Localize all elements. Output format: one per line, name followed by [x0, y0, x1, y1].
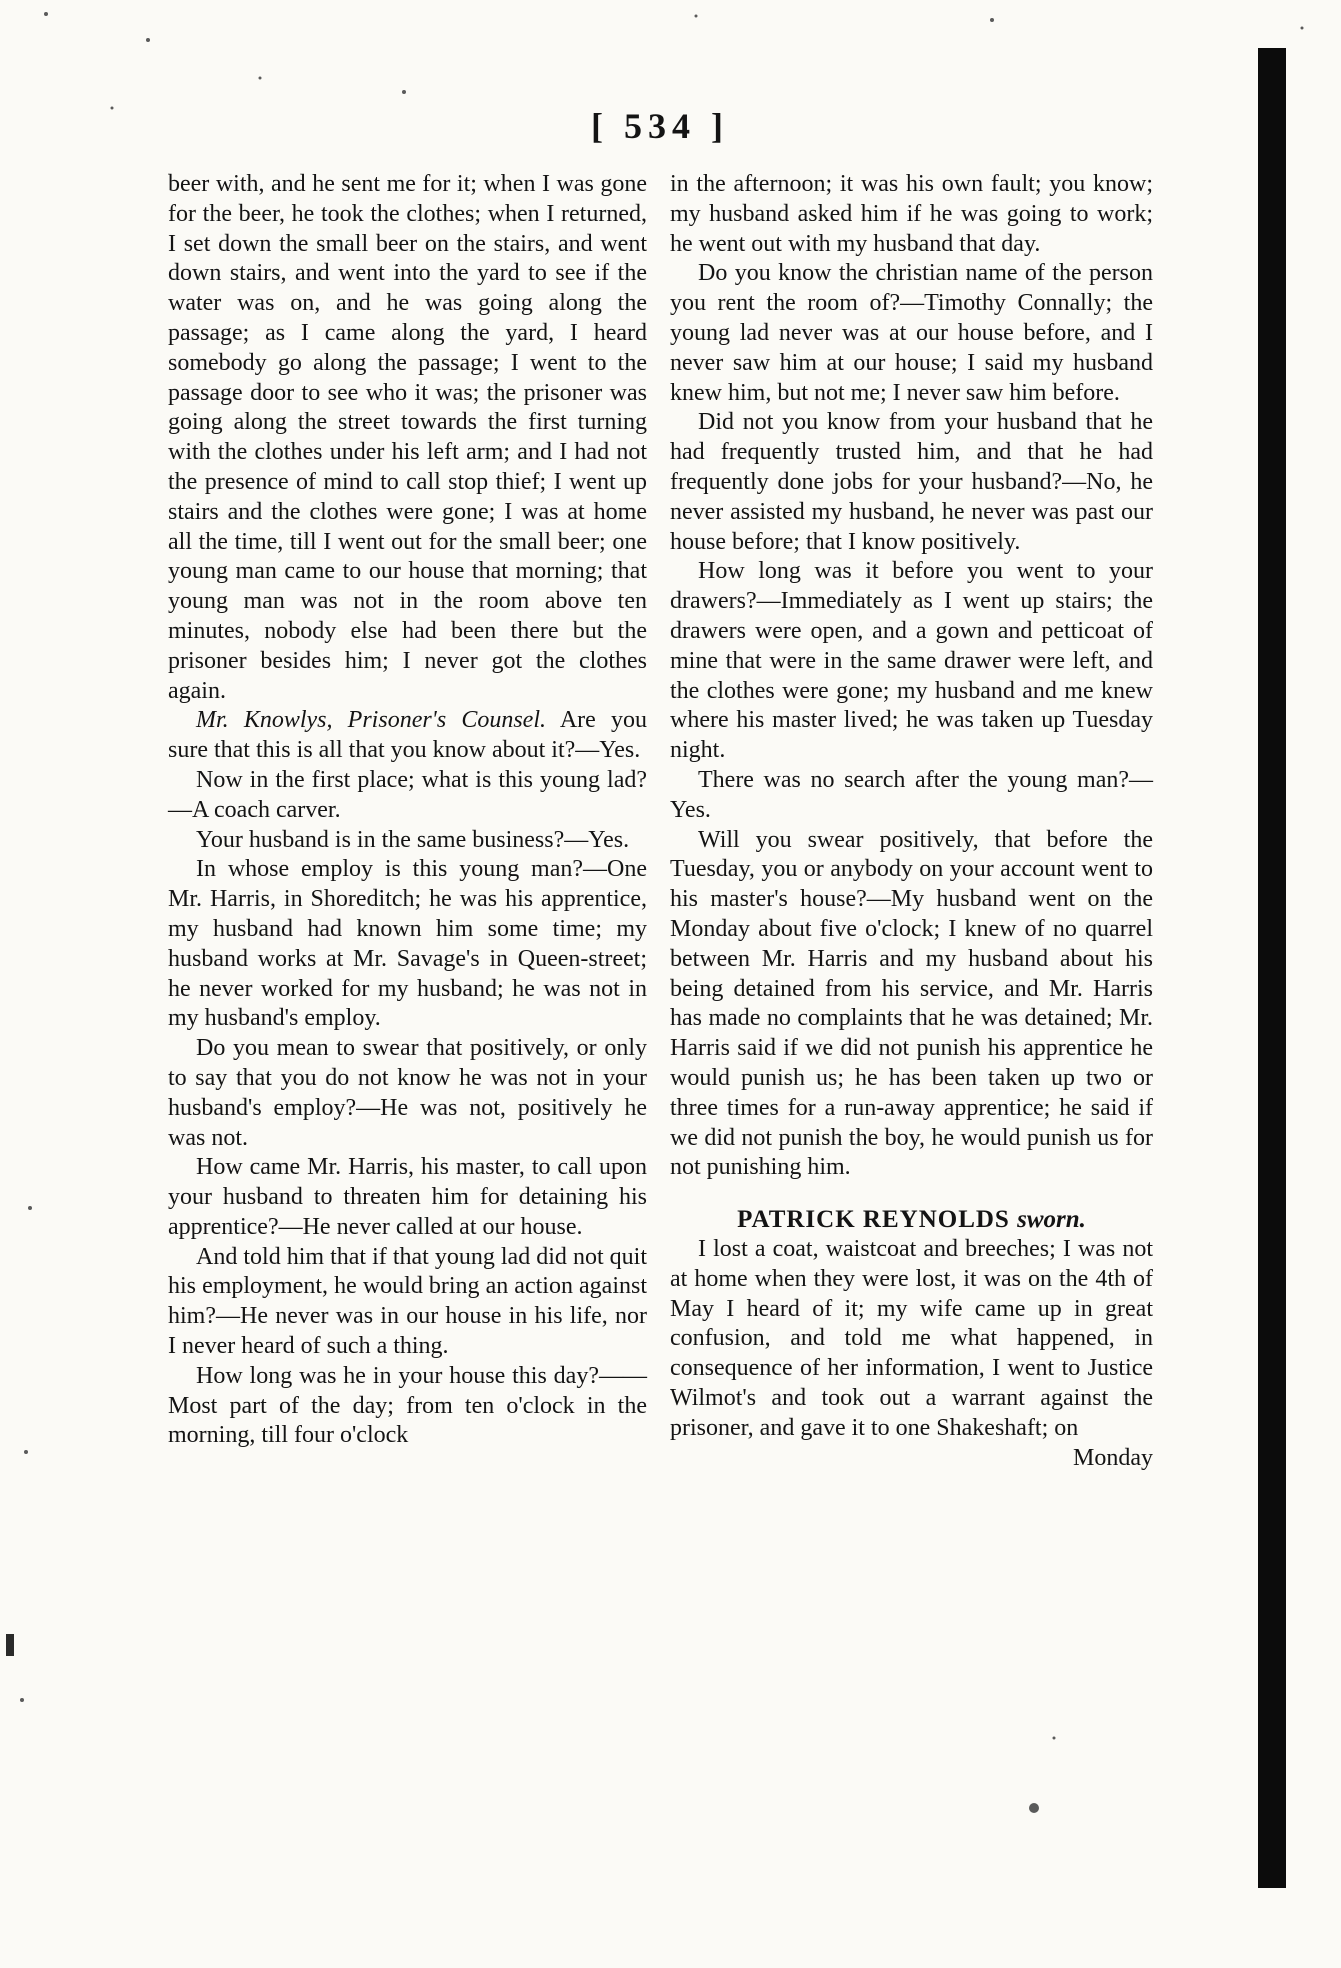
question-answer: There was no search after the young man?—Yes.: [670, 766, 1153, 823]
question-answer: Did not you know from your husband that he had frequently trusted him, and that he had frequently done jobs for your husband?—No, he never assisted my husband, he never was past our house before; that I know positively.: [670, 409, 1153, 555]
page-number: [ 534 ]: [591, 106, 729, 146]
witness-testimony: I lost a coat, waistcoat and breeches; I was not at home when they were lost, it was on the 4th of May I heard of it; my wife came up in great confusion, and told me what happened, in consequence of her information, I went to Justice Wilmot's and took out a warrant against the prisoner, and gave it to one Shakeshaft; on: [670, 1236, 1153, 1441]
question-answer: How long was it before you went to your drawers?—Immediately as I went up stairs; the drawers were open, and a gown and petticoat of mine that were in the same drawer were left, and the clothes were gone; my husband and me knew where his master lived; he was taken up Tuesday night.: [670, 558, 1153, 764]
catchword: Monday: [1073, 1444, 1153, 1471]
right-column: [670, 170, 1153, 1473]
witness-name: PATRICK REYNOLDS: [737, 1206, 1010, 1234]
counsel-question: [168, 706, 647, 766]
question-answer: And told him that if that young lad did not quit his employment, he would bring an action against him?—He never was in our house in his life, nor I never heard of such a thing.: [168, 1243, 647, 1360]
counsel-name: Mr. Knowlys, Prisoner's Counsel.: [196, 707, 546, 734]
question-answer: Your husband is in the same business?—Yes.: [196, 826, 630, 853]
question-answer: In whose employ is this young man?—One Mr. Harris, in Shoreditch; he was his apprentice, my husband had known him some time; my husband works at Mr. Savage's in Queen-street; he never worked for my husband; he was not in my husband's employ.: [168, 856, 647, 1032]
counsel-question-text: Are you sure that this is all that you know about it?—Yes.: [168, 707, 647, 764]
question-answer: How long was he in your house this day?——Most part of the day; from ten o'clock in the morning, till four o'clock: [168, 1362, 647, 1449]
question-answer: in the afternoon; it was his own fault; you know; my husband asked him if he was going to work; he went out with my husband that day.: [670, 171, 1153, 257]
question-answer: How came Mr. Harris, his master, to call upon your husband to threaten him for detaining his apprentice?—He never called at our house.: [168, 1154, 647, 1240]
question-answer: Do you know the christian name of the person you rent the room of?—Timothy Connally; the young lad never was at our house before, and I never saw him at our house; I said my husband knew him, but not me; I never saw him before.: [670, 260, 1153, 406]
witness-heading: [670, 1205, 1153, 1235]
question-answer: Will you swear positively, that before the Tuesday, you or anybody on your account went to his master's house?—My husband went on the Monday about five o'clock; I knew of no quarrel between Mr. Harris and my husband about his being detained from his service, and Mr. Harris has made no complaints that he was detained; Mr. Harris said if we did not punish his apprentice he would punish us; he has been taken up two or three times for a run-away apprentice; he said if we did not punish the boy, he would punish us for not punishing him.: [670, 826, 1153, 1181]
testimony-paragraph: beer with, and he sent me for it; when I was gone for the beer, he took the clothes; when I returned, I set down the small beer on the stairs, and went down stairs, and went into the yard to see if the water was on, and he was going along the passage; as I came along the yard, I heard somebody go along the passage; I went to the passage door to see who it was; the prisoner was going along the street towards the first turning with the clothes under his left arm; and I had not the presence of mind to call stop thief; I went up stairs and the clothes were gone; I was at home all the time, till I went out for the small beer; one young man came to our house that morning; that young man was not in the room above ten minutes, nobody else had been there but the prisoner besides him; I never got the clothes again.: [168, 171, 647, 704]
sworn-label: sworn.: [1017, 1206, 1086, 1234]
question-answer: Now in the first place; what is this young lad?—A coach carver.: [168, 766, 647, 823]
question-answer: Do you mean to swear that positively, or only to say that you do not know he was not in your husband's employ?—He was not, positively he was not.: [168, 1035, 647, 1151]
left-column: [168, 170, 647, 1451]
